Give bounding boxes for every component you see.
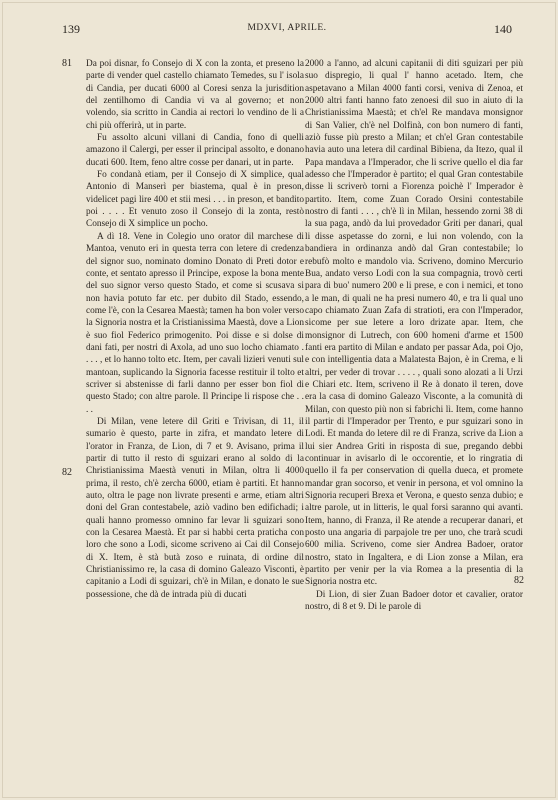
- paragraph: Di Milan, vene letere dil Griti e Trivisan, di 11, il sumario è questo, parte in zifra, et mandato letere di l'orator in Franza, de Lion, di 7 et 9. Avisano, prima il partir di tutto il resto di sguizari erano al soldo di la Christianissima Maestà venuti in Milan, oltra li 4000 prima, il resto, ch'è zercha 6000, etiam è partiti. Et hanno auto, oltra le page non livrate presenti e arme, etiam altri doni del Gran contestabele, aziò vadino ben edifichadi; i quali hanno promesso omnino far levar li sguizari sono con la Cesarea Maestà. Et par si habbi certa praticha con loro che sono a Lodi, sicome scriveno ai Cai dil Consejo di X. Item, è stà butà zoso e ruinata, di ordine dil Christianissimo re, la casa di domino Galeazo Visconti, è capitanio a Lodi di sguizari, ch'è in Milan, e donato le sue possessione, che dà de intrada più di ducati: [86, 416, 304, 600]
- margin-note-82-left: 82: [62, 467, 72, 478]
- margin-note-82-right: 82: [514, 575, 524, 586]
- running-header: [62, 22, 512, 38]
- paragraph: Fo condanà etiam, per il Consejo di X simplice, qual Antonio di Manserì per biastema, qual è in preson, videlicet pagi lire 400 et stii mesi . . . in preson, et bandito poi . . . . Et venuto zoso il Consejo di la zonta, restò Consejo di X simplice un pocho.: [86, 170, 304, 230]
- margin-note-81: 81: [62, 58, 72, 69]
- paragraph: Di Lion, di sier Zuan Badoer dotor et cavalier, orator nostro, di 8 et 9. Di le parole di: [305, 589, 523, 613]
- left-column: [86, 58, 304, 601]
- paragraph: Da poi disnar, fo Consejo di X con la zonta, et preseno la parte di vender quel castello chiamato Temedes, su l' isola di Candia, per ducati 6000 al Coresi senza la jurisdition del zentilhomo di Candia vi va al governo; et non volendo, sia scritto in Candia ai rectori lo vendino de li a chi più offerirà, ut in parte.: [86, 59, 304, 131]
- page-number-right: 140: [494, 22, 512, 36]
- right-column: [305, 58, 523, 613]
- page-number-left: 139: [62, 22, 80, 36]
- paragraph: Fu assolto alcuni villani di Candia, fono di quelli amazono il Calergi, per esser il principal assolto, e donano ducati 600. Item, feno altre cosse per danari, ut in parte.: [86, 133, 304, 168]
- paragraph: A dì 18. Vene in Colegio uno orator dil marchese di Mantoa, venuto eri in questa terra con letere di credenza del signor suo, nominato domino Donato di Preti dotor e conte, et sentato apresso il Principe, expose la bona mente del suo signor verso questo Stado, et come si scusava si non havia potuto far etc. per dubito dil Stado, essendo, come l'è, con la Cesarea Maestà; tamen ha bon voler verso la Signoria nostra et la Cristianissima Maestà, dove a Lion è suo fiol Federico primogenito. Poi disse e si dolse di dani fati, per nostri di Axola, ad uno suo locho chiamato . . . . , et lo hanno tolto etc. Item, per cavali lizieri venuti sul mantoan, suplicando la Signoria facesse restituir il tolto et scriver si abstenisse di farli danno per esser bon fiol di questo Stado; con altre parole. Il Principe li rispose che . . . .: [86, 231, 304, 415]
- paragraph: 2000 a l'anno, ad alcuni capitanii di diti sguizari per più suo dispregio, li qual l' hanno acetado. Item, che aspetavano a Milan 4000 fanti corsi, veniva di Zenoa, et 2000 altri fanti hanno fato zenoesi dil suo in aiuto di la Christianissima Maestà; et ch'el Re mandava monsignor di San Valier, ch'è nel Dolfinà, con bon numero di fanti, aziò fusse più presto a Milan; et ch'el Gran contestabile havia auto una letera dil cardinal Bibiena, da Itezo, qual il Papa mandava a l'Imperador, che li scrive quello el dia far adesso che l'Imperador è partito; el qual Gran contestabile disse li scriverò torni a Fiorenza poichè l' Imperador è partito. Item, come Zuan Corado Orsini contestabile nostro di fanti . . . , ch'è lì in Milan, hessendo zorni 38 di la sua paga, andò da lui provedador Griti per danari, qual li disse aspetasse do zorni, e lui non volendo, con la bandiera in ordinanza andò dal Gran contestabile; lo rebufò molto e mandolo via. Scriveno, domino Mercurio Bua, andato verso Lodi con la sua compagnia, trovò certi para di buo' numero 200 e li prese, e con i nemici, et tono a le man, di quali ne ha presi numero 40, e tra li qual uno capo chiamato Zuan Zafa di stratioti, era con l'Imperador, sicome per sue letere a loro drizate apar. Item, che monsignor di Lutrech, con 600 homeni d'arme et 1500 fanti era partito di Milan e andato per passar Ada, poi Ojo, e con intelligentia data a Malatesta Bajon, è in Crema, e li altri, per veder di trovar . . . . , quali sono alozati a li Urzi e Chiari etc. Item, scriveno il Re à donato il teren, dove era la casa di domino Galeazo Visconte, a la comunità di Milan, con questo più non si fabrichi lì. Item, come hanno il partir di l'Imperador per Trento, e pur sguizari sono in Lodi. Et manda do letere dil re di Franza, scrive da Lion a lui sier Andrea Griti in risposta di sue, pregando debbi continuar in avisarlo di le occorentie, et lo ringratia di quello il fa per conservation di quella dueca, et promete mandar gran socorso, et venir in persona, et vol omnino la Signoria recuperi Brexa et Verona, e questo senza dubio; e altre parole, ut in litteris, le qual forsi saranno qui avanti. Item, hanno, di Franza, il Re atende a recuperar danari, et posto una angaria di parpajole tre per uno, che trarà scudi 600 milia. Scriveno, come sier Andrea Badoer, orator nostro, stato in Ingaltera, e di Lion zonse a Milan, era partito per venir per la via Romea a la presentia di la Signoria nostra etc.: [305, 59, 523, 588]
- running-title: MDXVI, APRILE.: [247, 23, 327, 33]
